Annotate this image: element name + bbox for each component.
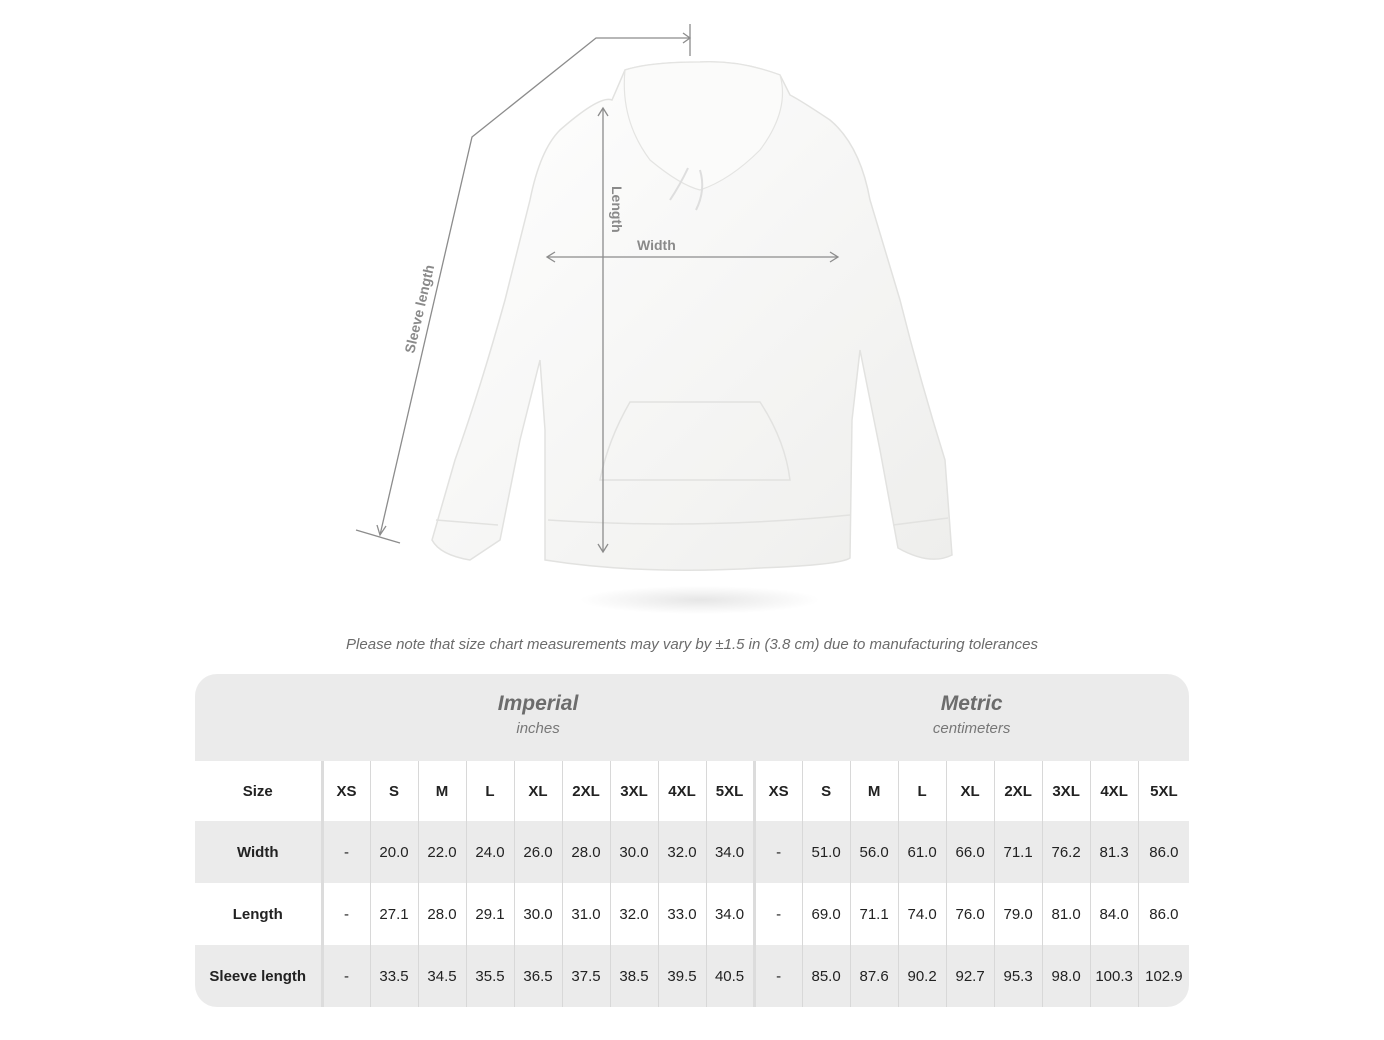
size-chart — [195, 674, 1189, 1007]
size-header-row — [195, 761, 1189, 821]
size-imperial: L — [466, 761, 514, 821]
cell: - — [754, 821, 802, 883]
size-imperial: 3XL — [610, 761, 658, 821]
cell: 22.0 — [418, 821, 466, 883]
cell: 79.0 — [994, 883, 1042, 945]
cell: 35.5 — [466, 945, 514, 1007]
cell: 29.1 — [466, 883, 514, 945]
metric-header — [754, 674, 1189, 761]
size-imperial: 2XL — [562, 761, 610, 821]
cell: 100.3 — [1090, 945, 1138, 1007]
cell: 56.0 — [850, 821, 898, 883]
table-row — [195, 945, 1189, 1007]
table-row — [195, 883, 1189, 945]
metric-unit: centimeters — [932, 720, 1011, 737]
size-metric: 2XL — [994, 761, 1042, 821]
cell: 26.0 — [514, 821, 562, 883]
cell: 38.5 — [610, 945, 658, 1007]
cell: 86.0 — [1138, 821, 1189, 883]
size-imperial: S — [370, 761, 418, 821]
cell: 98.0 — [1042, 945, 1090, 1007]
unit-header-row — [195, 674, 1189, 761]
cell: - — [322, 821, 370, 883]
cell: 95.3 — [994, 945, 1042, 1007]
imperial-unit: inches — [516, 720, 560, 737]
size-table — [195, 674, 1189, 1007]
cell: 66.0 — [946, 821, 994, 883]
table-row — [195, 821, 1189, 883]
size-metric: XL — [946, 761, 994, 821]
cell: - — [322, 945, 370, 1007]
cell: 32.0 — [658, 821, 706, 883]
cell: 71.1 — [994, 821, 1042, 883]
cell: 34.0 — [706, 883, 754, 945]
cell: - — [754, 883, 802, 945]
cell: 76.0 — [946, 883, 994, 945]
cell: 61.0 — [898, 821, 946, 883]
cell: 102.9 — [1138, 945, 1189, 1007]
cell: 84.0 — [1090, 883, 1138, 945]
size-metric: 3XL — [1042, 761, 1090, 821]
cell: 87.6 — [850, 945, 898, 1007]
cell: 36.5 — [514, 945, 562, 1007]
metric-title: Metric — [940, 692, 1003, 715]
cell: 40.5 — [706, 945, 754, 1007]
cell: 31.0 — [562, 883, 610, 945]
cell: 32.0 — [610, 883, 658, 945]
cell: 33.0 — [658, 883, 706, 945]
cell: 30.0 — [514, 883, 562, 945]
cell: 34.0 — [706, 821, 754, 883]
cell: 69.0 — [802, 883, 850, 945]
corner-cell — [195, 674, 322, 761]
cell: 85.0 — [802, 945, 850, 1007]
cell: 92.7 — [946, 945, 994, 1007]
size-label: Size — [195, 761, 322, 821]
size-imperial: XS — [322, 761, 370, 821]
cell: 27.1 — [370, 883, 418, 945]
cell: 20.0 — [370, 821, 418, 883]
cell: 90.2 — [898, 945, 946, 1007]
size-imperial: XL — [514, 761, 562, 821]
cell: 51.0 — [802, 821, 850, 883]
cell: 33.5 — [370, 945, 418, 1007]
size-metric: 4XL — [1090, 761, 1138, 821]
size-metric: M — [850, 761, 898, 821]
cell: 86.0 — [1138, 883, 1189, 945]
size-metric: S — [802, 761, 850, 821]
imperial-title: Imperial — [497, 692, 579, 715]
size-imperial: 4XL — [658, 761, 706, 821]
size-imperial: 5XL — [706, 761, 754, 821]
row-label: Width — [195, 821, 322, 883]
tolerance-note: Please note that size chart measurements may vary by ±1.5 in (3.8 cm) due to manufacturing tolerances — [346, 636, 1038, 653]
cell: 81.3 — [1090, 821, 1138, 883]
cell: 81.0 — [1042, 883, 1090, 945]
cell: 71.1 — [850, 883, 898, 945]
size-metric: L — [898, 761, 946, 821]
sleeve-length-label: Sleeve length — [401, 263, 438, 355]
cell: 34.5 — [418, 945, 466, 1007]
length-label: Length — [609, 186, 625, 233]
size-metric: 5XL — [1138, 761, 1189, 821]
cell: 30.0 — [610, 821, 658, 883]
imperial-header — [322, 674, 754, 761]
cell: - — [322, 883, 370, 945]
row-label: Sleeve length — [195, 945, 322, 1007]
row-label: Length — [195, 883, 322, 945]
size-imperial: M — [418, 761, 466, 821]
width-label: Width — [637, 237, 676, 253]
hoodie-shadow — [580, 586, 820, 614]
cell: 24.0 — [466, 821, 514, 883]
cell: 37.5 — [562, 945, 610, 1007]
cell: 28.0 — [418, 883, 466, 945]
cell: 76.2 — [1042, 821, 1090, 883]
cell: 39.5 — [658, 945, 706, 1007]
cell: 28.0 — [562, 821, 610, 883]
cell: - — [754, 945, 802, 1007]
size-metric: XS — [754, 761, 802, 821]
cell: 74.0 — [898, 883, 946, 945]
